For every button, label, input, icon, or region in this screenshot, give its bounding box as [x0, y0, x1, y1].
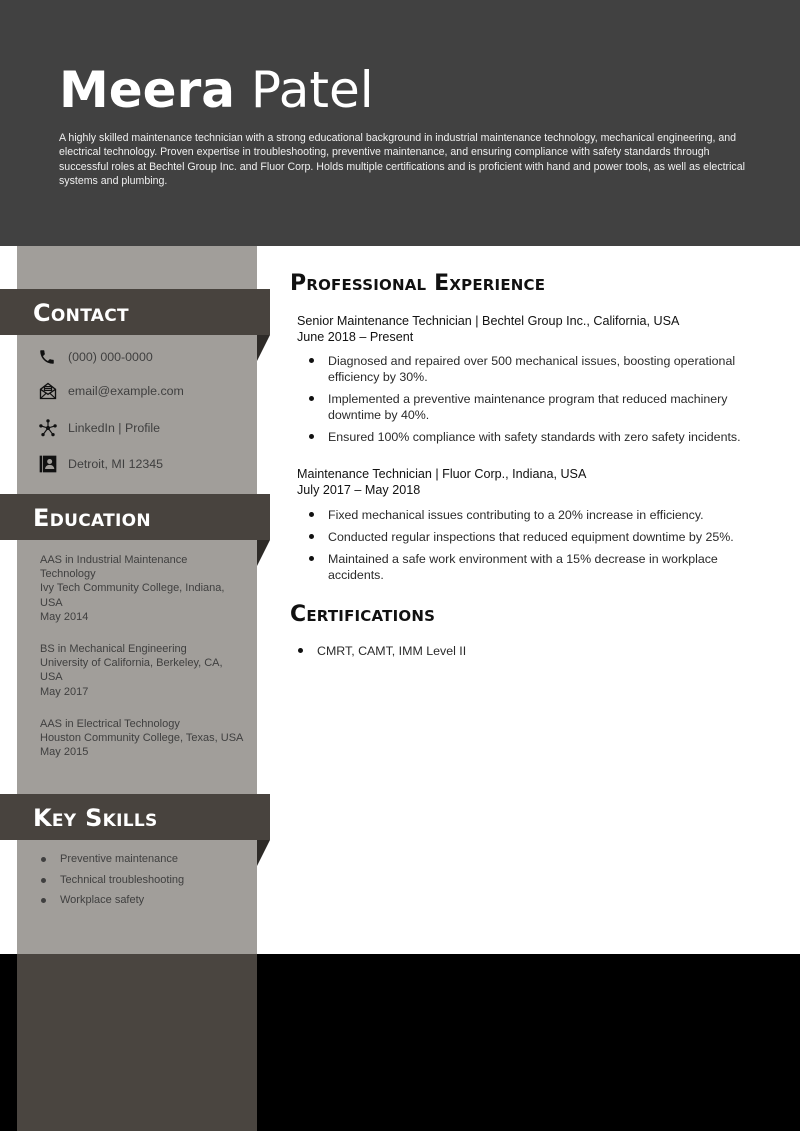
- banner-fold-decoration: [257, 840, 270, 866]
- contact-phone: [38, 347, 153, 367]
- job-title: Maintenance Technician | Fluor Corp., Indiana, USA: [297, 467, 587, 481]
- certifications-section-title: Certifications: [290, 602, 436, 627]
- degree: AAS in Electrical Technology: [40, 718, 180, 730]
- graduation-date: May 2017: [40, 685, 89, 698]
- contact-address: [38, 454, 163, 474]
- education-section-banner: [0, 494, 270, 540]
- education-entry: [40, 553, 245, 624]
- skill-item: Preventive maintenance: [40, 852, 184, 873]
- address-book-icon: [38, 454, 60, 474]
- achievement-item: Conducted regular inspections that reduced equipment downtime by 25%.: [307, 529, 777, 545]
- job-achievements: [307, 507, 777, 589]
- education-entry: [40, 717, 245, 760]
- location: Detroit, MI 12345: [68, 457, 164, 471]
- degree: AAS in Industrial Maintenance Technology: [40, 554, 188, 581]
- skills-section-title: Key Skills: [33, 804, 158, 832]
- school: Ivy Tech Community College, Indiana, USA: [40, 582, 225, 609]
- certifications-list: [297, 643, 466, 659]
- education-section-title: Education: [33, 504, 151, 532]
- email-icon: [38, 381, 60, 401]
- contact-section-title: Contact: [33, 299, 129, 327]
- candidate-name: [59, 58, 374, 122]
- skills-section-banner: [0, 794, 270, 840]
- job-title: Senior Maintenance Technician | Bechtel Group Inc., California, USA: [297, 314, 680, 328]
- professional-summary: A highly skilled maintenance technician with a strong educational background in industrial maintenance technology, mechanical engineering, and electrical technology. Proven expertise in troubleshooting, preventive maintenance, and ensuring compliance with safety standards through successful roles at Bechtel Group Inc. and Fluor Corp. Holds multiple certifications and is proficient with hand and power tools, as well as electrical systems and plumbing.: [59, 132, 745, 187]
- sidebar-bottom-block: [17, 954, 257, 1131]
- school: Houston Community College, Texas, USA: [40, 732, 244, 745]
- skill-item: Technical troubleshooting: [40, 873, 184, 894]
- achievement-item: Ensured 100% compliance with safety standards with zero safety incidents.: [307, 429, 777, 445]
- education-entry: [40, 642, 245, 699]
- network-icon: [38, 418, 60, 438]
- achievement-item: Diagnosed and repaired over 500 mechanical issues, boosting operational efficiency by 30%.: [307, 353, 777, 385]
- job-achievements: [307, 353, 777, 451]
- certification-item: CMRT, CAMT, IMM Level II: [297, 643, 466, 659]
- achievement-item: Fixed mechanical issues contributing to a 20% increase in efficiency.: [307, 507, 777, 523]
- banner-fold-decoration: [257, 335, 270, 361]
- phone-icon: [38, 347, 60, 367]
- phone-number: (000) 000-0000: [68, 350, 153, 364]
- skills-list: [40, 852, 184, 914]
- banner-fold-decoration: [257, 540, 270, 566]
- first-name: Meera: [59, 61, 235, 119]
- degree: BS in Mechanical Engineering: [40, 643, 187, 655]
- graduation-date: May 2015: [40, 746, 89, 759]
- job-dates: June 2018 – Present: [297, 330, 414, 344]
- achievement-item: Implemented a preventive maintenance program that reduced machinery downtime by 40%.: [307, 391, 777, 423]
- contact-email: [38, 381, 184, 401]
- graduation-date: May 2014: [40, 610, 89, 623]
- school: University of California, Berkeley, CA, USA: [40, 657, 223, 684]
- email-address: email@example.com: [68, 384, 184, 398]
- skill-item: Workplace safety: [40, 893, 184, 914]
- achievement-item: Maintained a safe work environment with a 15% decrease in workplace accidents.: [307, 551, 777, 583]
- last-name: Patel: [250, 61, 374, 119]
- experience-section-title: Professional Experience: [290, 271, 546, 296]
- linkedin-profile: LinkedIn | Profile: [68, 421, 161, 435]
- contact-linkedin: [38, 418, 160, 438]
- job-dates: July 2017 – May 2018: [297, 483, 421, 497]
- contact-section-banner: [0, 289, 270, 335]
- resume-header: [0, 0, 800, 246]
